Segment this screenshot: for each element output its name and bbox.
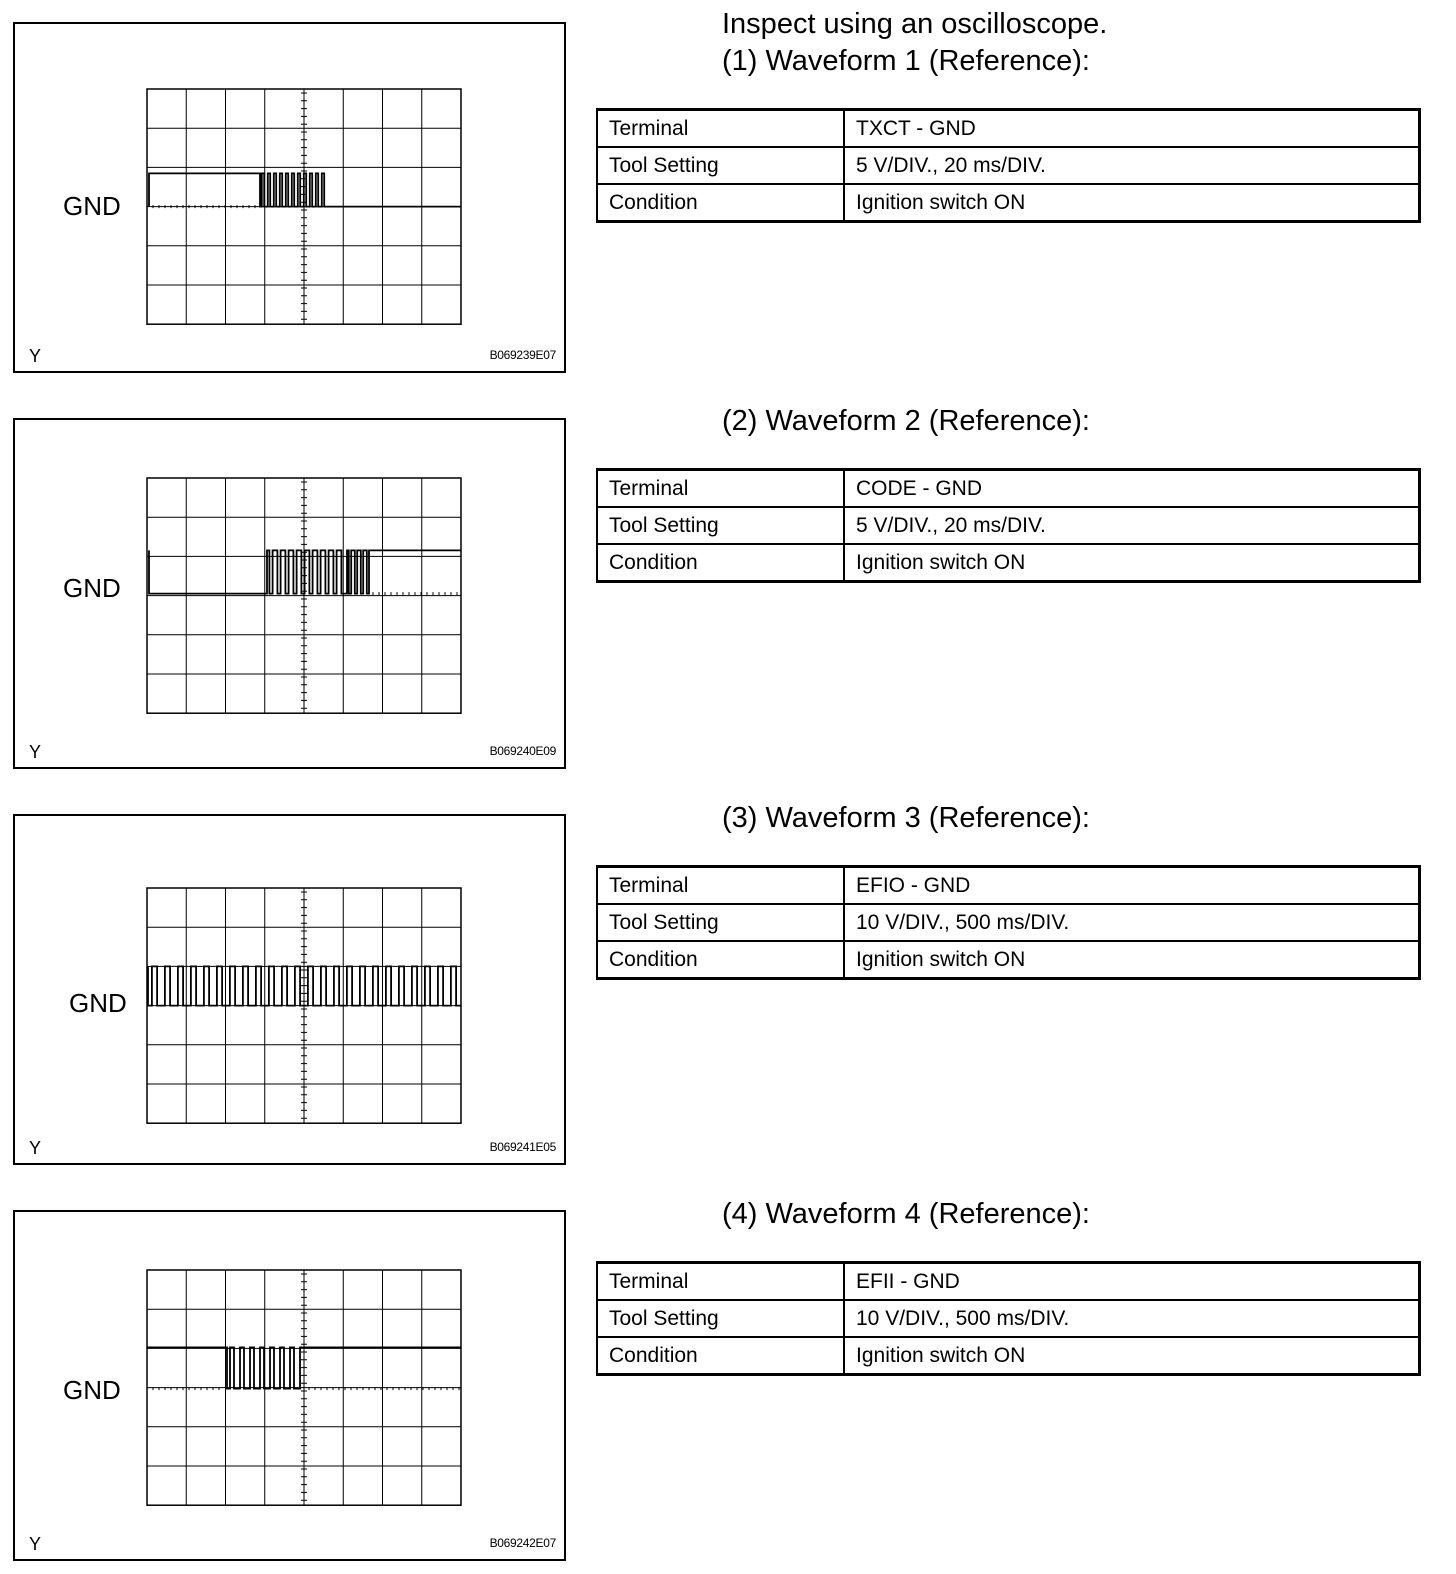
table-row	[597, 1300, 1420, 1337]
table-row	[597, 544, 1420, 582]
table-row	[597, 110, 1420, 148]
waveform-4-heading: (4) Waveform 4 (Reference):	[722, 1198, 1090, 1230]
condition-value: Ignition switch ON	[844, 1337, 1420, 1375]
table-row	[597, 184, 1420, 222]
y-label: Y	[29, 1138, 42, 1158]
tool-setting-value: 5 V/DIV., 20 ms/DIV.	[844, 507, 1420, 544]
condition-label: Condition	[597, 544, 844, 582]
table-row	[597, 904, 1420, 941]
y-label: Y	[29, 346, 42, 366]
condition-value: Ignition switch ON	[844, 184, 1420, 222]
y-label: Y	[29, 742, 42, 762]
tool-setting-value: 5 V/DIV., 20 ms/DIV.	[844, 147, 1420, 184]
gnd-reference-marks	[373, 592, 457, 595]
waveform-1-heading: (1) Waveform 1 (Reference):	[722, 45, 1090, 77]
tool-setting-label: Tool Setting	[597, 1300, 844, 1337]
waveform-3-figure	[13, 814, 566, 1165]
terminal-label: Terminal	[597, 1263, 844, 1301]
condition-label: Condition	[597, 184, 844, 222]
tool-setting-value: 10 V/DIV., 500 ms/DIV.	[844, 904, 1420, 941]
waveform-4-figure	[13, 1210, 566, 1561]
waveform-1-figure	[13, 22, 566, 373]
waveform-4-spec-table	[596, 1261, 1421, 1376]
terminal-value: TXCT - GND	[844, 110, 1420, 148]
image-code: B069241E05	[489, 1140, 556, 1154]
table-row	[597, 1263, 1420, 1301]
y-label: Y	[29, 1534, 42, 1554]
tool-setting-value: 10 V/DIV., 500 ms/DIV.	[844, 1300, 1420, 1337]
terminal-value: EFII - GND	[844, 1263, 1420, 1301]
table-row	[597, 147, 1420, 184]
table-row	[597, 867, 1420, 905]
waveform-1-spec-table	[596, 108, 1421, 223]
tool-setting-label: Tool Setting	[597, 904, 844, 941]
table-row	[597, 470, 1420, 508]
condition-label: Condition	[597, 941, 844, 979]
intro-text: Inspect using an oscilloscope.	[722, 8, 1108, 40]
gnd-label: GND	[63, 1375, 121, 1405]
condition-value: Ignition switch ON	[844, 544, 1420, 582]
terminal-label: Terminal	[597, 867, 844, 905]
gnd-label: GND	[63, 191, 121, 221]
terminal-label: Terminal	[597, 110, 844, 148]
terminal-value: EFIO - GND	[844, 867, 1420, 905]
waveform-3-heading: (3) Waveform 3 (Reference):	[722, 802, 1090, 834]
terminal-label: Terminal	[597, 470, 844, 508]
gnd-label: GND	[63, 573, 121, 603]
waveform-2-heading: (2) Waveform 2 (Reference):	[722, 405, 1090, 437]
table-row	[597, 941, 1420, 979]
terminal-value: CODE - GND	[844, 470, 1420, 508]
tool-setting-label: Tool Setting	[597, 507, 844, 544]
table-row	[597, 507, 1420, 544]
gnd-label: GND	[69, 988, 127, 1018]
condition-value: Ignition switch ON	[844, 941, 1420, 979]
image-code: B069239E07	[489, 348, 556, 362]
tool-setting-label: Tool Setting	[597, 147, 844, 184]
waveform-3-spec-table	[596, 865, 1421, 980]
waveform-2-spec-table	[596, 468, 1421, 583]
image-code: B069240E09	[489, 744, 556, 758]
table-row	[597, 1337, 1420, 1375]
condition-label: Condition	[597, 1337, 844, 1375]
image-code: B069242E07	[489, 1536, 556, 1550]
waveform-2-figure	[13, 418, 566, 769]
